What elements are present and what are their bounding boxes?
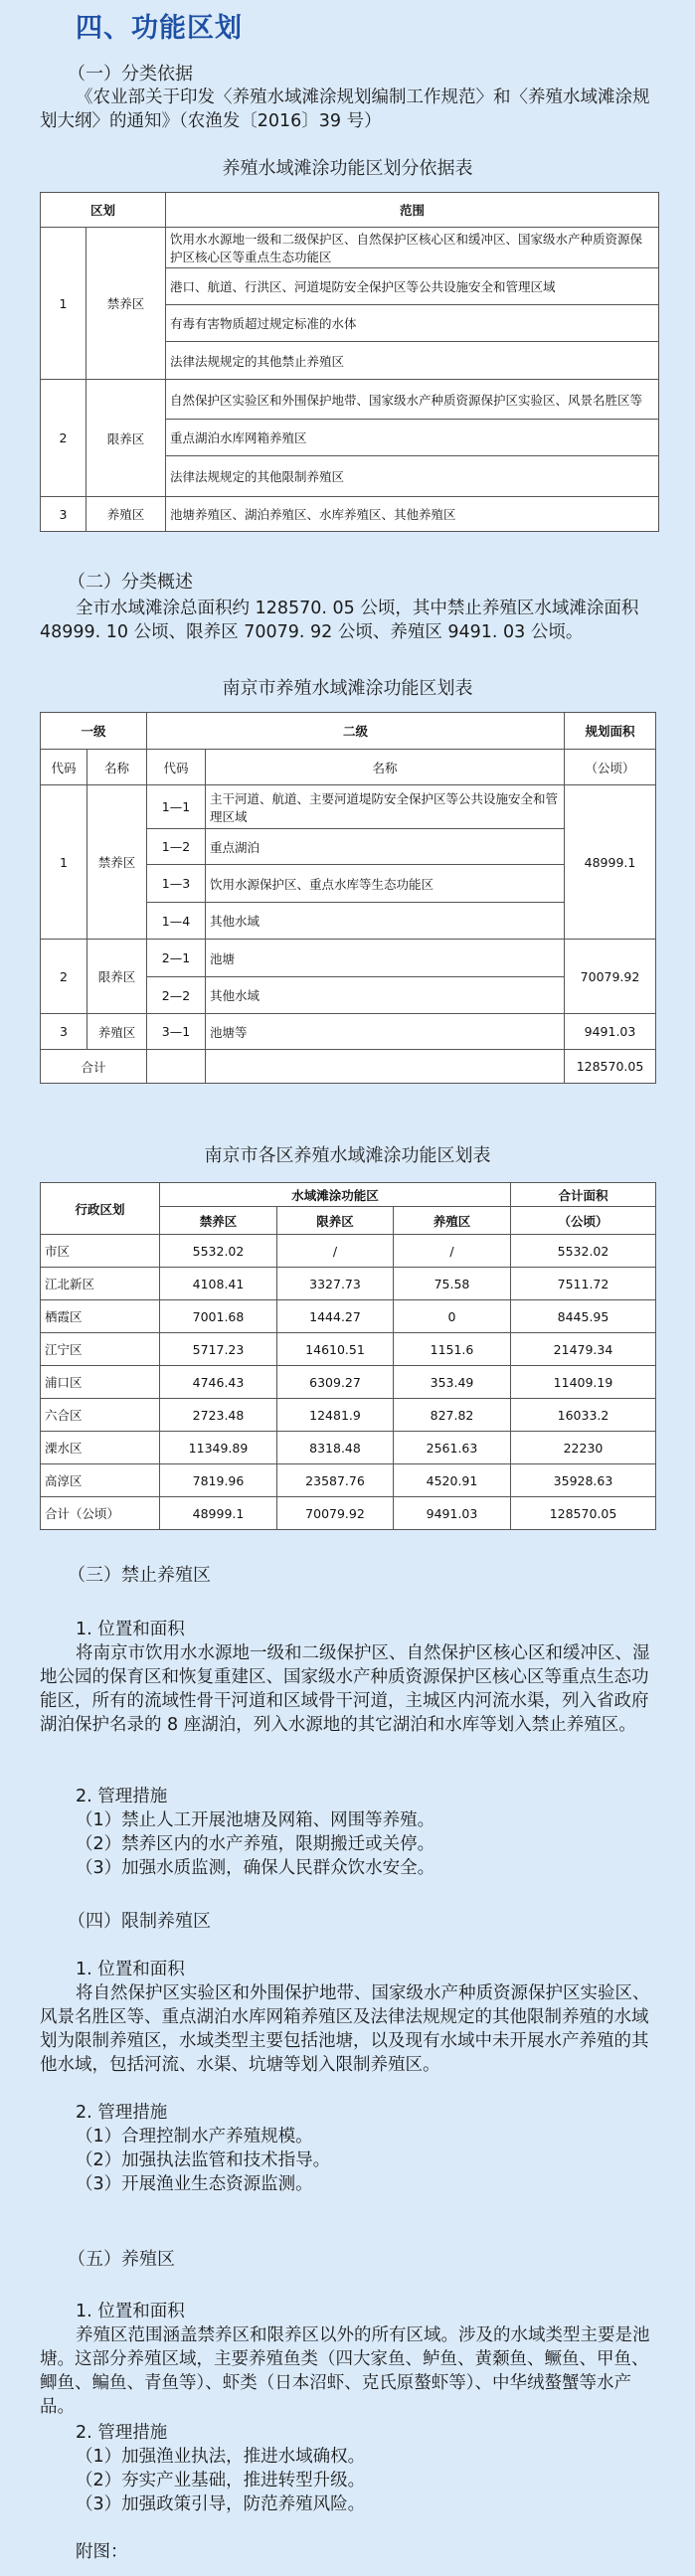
- scope-item: 自然保护区实验区和外围保护地带、国家级水产种质资源保护区实验区、风景名胜区等: [166, 380, 659, 420]
- prohibited-paragraph: 将南京市饮用水水源地一级和二级保护区、自然保护区核心区和缓冲区、湿地公园的保育区和恢复重建区、国家级水产种质资源保护区核心区等重点生态功能区，所有的流域性骨干河道和区域骨干河道，主城区内河流水渠，列入省政府湖泊保护名录的 8 座湖泊，列入水源地的其它湖泊和水库等划入禁止养殖区。: [40, 1643, 650, 1735]
- prohibited-sub2: 2. 管理措施: [76, 1787, 168, 1806]
- district-value: 7001.68: [160, 1300, 277, 1333]
- subsection-heading-basis: （一）分类依据: [68, 64, 193, 85]
- level2-code: 2—1: [147, 940, 206, 977]
- measure-item: （1）禁止人工开展池塘及网箱、网围等养殖。: [76, 1810, 435, 1830]
- district-value: /: [394, 1235, 511, 1268]
- scope-item: 有毒有害物质超过规定标准的水体: [166, 305, 659, 342]
- table-row: [41, 785, 656, 829]
- header-unit: （公顷）: [511, 1207, 656, 1235]
- level1-name: 禁养区: [87, 785, 147, 940]
- zone-no: 2: [41, 380, 87, 497]
- level2-name: 主干河道、航道、主要河道堤防安全保护区等公共设施安全和管理区域: [206, 785, 565, 829]
- table-row: [41, 1333, 656, 1366]
- level2-code: 1—2: [147, 829, 206, 865]
- level1-code: 2: [41, 940, 87, 1014]
- district-value: 3327.73: [277, 1268, 394, 1300]
- level1-name: 限养区: [87, 940, 147, 1014]
- district-value: 128570.05: [511, 1497, 656, 1530]
- district-table: [40, 1182, 656, 1530]
- level2-name: 池塘: [206, 940, 565, 977]
- district-value: 12481.9: [277, 1399, 394, 1432]
- farming-sub2: 2. 管理措施: [76, 2423, 168, 2443]
- area-value: 9491.03: [565, 1014, 656, 1050]
- scope-item: 池塘养殖区、湖泊养殖区、水库养殖区、其他养殖区: [166, 497, 659, 532]
- table-header-row: [41, 713, 656, 750]
- farming-paragraph: 养殖区范围涵盖禁养区和限养区以外的所有区域。涉及的水域类型主要是池塘。这部分养殖区域，主要养殖鱼类（四大家鱼、鲈鱼、黄颡鱼、鳜鱼、甲鱼、鲫鱼、鳊鱼、青鱼等）、虾类（日本沼虾、克氏原螯虾等）、中华绒螯蟹等水产品。: [40, 2325, 650, 2417]
- district-value: 1151.6: [394, 1333, 511, 1366]
- header-func: 水域滩涂功能区: [160, 1183, 511, 1207]
- zone-no: 3: [41, 497, 87, 532]
- measure-item: （1）合理控制水产养殖规模。: [76, 2127, 313, 2147]
- table-header-row: [41, 750, 656, 785]
- total-label: 合计: [41, 1050, 147, 1084]
- level2-name: 池塘等: [206, 1014, 565, 1050]
- table-header-row: [41, 193, 659, 228]
- area-value: 48999.1: [565, 785, 656, 940]
- table-row: [41, 1235, 656, 1268]
- district-value: 11349.89: [160, 1432, 277, 1464]
- district-value: 7819.96: [160, 1464, 277, 1497]
- district-value: 48999.1: [160, 1497, 277, 1530]
- table-row: [41, 940, 656, 977]
- district-value: 4520.91: [394, 1464, 511, 1497]
- table-row: [41, 1366, 656, 1399]
- district-value: 11409.19: [511, 1366, 656, 1399]
- district-name: 栖霞区: [41, 1300, 160, 1333]
- header-level1: 一级: [41, 713, 147, 750]
- subsection-heading-farming: （五）养殖区: [68, 2249, 175, 2270]
- measure-item: （1）加强渔业执法，推进水域确权。: [76, 2447, 366, 2467]
- prohibited-sub1: 1. 位置和面积: [76, 1620, 185, 1639]
- header-area: 规划面积: [565, 713, 656, 750]
- zone-name: 养殖区: [87, 497, 166, 532]
- zoning-table-title: 南京市养殖水域滩涂功能区划表: [222, 678, 473, 699]
- header-name2: 名称: [206, 750, 565, 785]
- basis-table-title: 养殖水域滩涂功能区划分依据表: [222, 158, 473, 179]
- header-col: 禁养区: [160, 1207, 277, 1235]
- scope-item: 重点湖泊水库网箱养殖区: [166, 420, 659, 456]
- subsection-heading-overview: （二）分类概述: [68, 572, 193, 593]
- table-row: [41, 1268, 656, 1300]
- district-value: 5532.02: [511, 1235, 656, 1268]
- header-level2: 二级: [147, 713, 565, 750]
- district-value: 6309.27: [277, 1366, 394, 1399]
- district-name: 高淳区: [41, 1464, 160, 1497]
- district-name: 江北新区: [41, 1268, 160, 1300]
- basis-paragraph: 《农业部关于印发〈养殖水域滩涂规划编制工作规范〉和〈养殖水域滩涂规划大纲〉的通知》（农渔发〔2016〕39 号）: [40, 87, 650, 131]
- table-row: [41, 228, 659, 268]
- level2-code: 2—2: [147, 977, 206, 1014]
- table-header-row: [41, 1183, 656, 1207]
- district-value: 35928.63: [511, 1464, 656, 1497]
- header-district: 行政区划: [41, 1183, 160, 1235]
- overview-paragraph: 全市水域滩涂总面积约 128570. 05 公顷，其中禁止养殖区水域滩涂面积 48999. 10 公顷、限养区 70079. 92 公顷、养殖区 9491. 03 公顷。: [40, 599, 639, 642]
- basis-table: [40, 192, 659, 532]
- table-row: [41, 1014, 656, 1050]
- zoning-table: [40, 712, 656, 1084]
- district-value: 827.82: [394, 1399, 511, 1432]
- table-row: [41, 1399, 656, 1432]
- district-name: 溧水区: [41, 1432, 160, 1464]
- scope-item: 饮用水水源地一级和二级保护区、自然保护区核心区和缓冲区、国家级水产种质资源保护区核心区等重点生态功能区: [166, 228, 659, 268]
- district-value: 4746.43: [160, 1366, 277, 1399]
- district-value: 0: [394, 1300, 511, 1333]
- header-col: 养殖区: [394, 1207, 511, 1235]
- table-row: [41, 380, 659, 420]
- district-value: 5717.23: [160, 1333, 277, 1366]
- total-area: 128570.05: [565, 1050, 656, 1084]
- header-code2: 代码: [147, 750, 206, 785]
- header-code: 代码: [41, 750, 87, 785]
- table-row: [41, 1497, 656, 1530]
- level2-name: 其他水域: [206, 977, 565, 1014]
- district-value: 21479.34: [511, 1333, 656, 1366]
- district-value: 9491.03: [394, 1497, 511, 1530]
- table-row: [41, 1464, 656, 1497]
- table-row: [41, 497, 659, 532]
- level2-code: 1—4: [147, 903, 206, 940]
- scope-item: 法律法规规定的其他禁止养殖区: [166, 342, 659, 380]
- header-col: 限养区: [277, 1207, 394, 1235]
- area-value: 70079.92: [565, 940, 656, 1014]
- district-value: 2561.63: [394, 1432, 511, 1464]
- district-value: 8318.48: [277, 1432, 394, 1464]
- district-name: 六合区: [41, 1399, 160, 1432]
- level1-code: 3: [41, 1014, 87, 1050]
- district-value: 7511.72: [511, 1268, 656, 1300]
- header-scope: 范围: [166, 193, 659, 228]
- scope-item: 法律法规规定的其他限制养殖区: [166, 456, 659, 497]
- measure-item: （3）加强水质监测，确保人民群众饮水安全。: [76, 1858, 435, 1878]
- district-value: 2723.48: [160, 1399, 277, 1432]
- measure-item: （3）加强政策引导，防范养殖风险。: [76, 2494, 366, 2514]
- district-table-title: 南京市各区养殖水域滩涂功能区划表: [204, 1145, 491, 1166]
- header-name: 名称: [87, 750, 147, 785]
- table-row: [41, 1432, 656, 1464]
- district-name: 市区: [41, 1235, 160, 1268]
- header-zone: 区划: [41, 193, 166, 228]
- district-value: 5532.02: [160, 1235, 277, 1268]
- level2-name: 其他水域: [206, 903, 565, 940]
- level2-name: 饮用水源保护区、重点水库等生态功能区: [206, 865, 565, 903]
- level2-code: 1—1: [147, 785, 206, 829]
- level2-name: 重点湖泊: [206, 829, 565, 865]
- subsection-heading-prohibited: （三）禁止养殖区: [68, 1565, 211, 1586]
- district-value: /: [277, 1235, 394, 1268]
- district-value: 4108.41: [160, 1268, 277, 1300]
- appendix-label: 附图：: [76, 2542, 128, 2562]
- district-value: 14610.51: [277, 1333, 394, 1366]
- district-value: 16033.2: [511, 1399, 656, 1432]
- district-value: 23587.76: [277, 1464, 394, 1497]
- measure-item: （2）加强执法监管和技术指导。: [76, 2150, 331, 2170]
- measure-item: （2）夯实产业基础，推进转型升级。: [76, 2471, 366, 2490]
- district-value: 1444.27: [277, 1300, 394, 1333]
- level2-code: 3—1: [147, 1014, 206, 1050]
- level1-code: 1: [41, 785, 87, 940]
- level1-name: 养殖区: [87, 1014, 147, 1050]
- section-title: 四、功能区划: [76, 13, 243, 44]
- district-value: 70079.92: [277, 1497, 394, 1530]
- measure-item: （3）开展渔业生态资源监测。: [76, 2174, 313, 2194]
- district-value: 22230: [511, 1432, 656, 1464]
- zone-name: 限养区: [87, 380, 166, 497]
- table-row: [41, 1300, 656, 1333]
- zone-name: 禁养区: [87, 228, 166, 380]
- header-total: 合计面积: [511, 1183, 656, 1207]
- zone-no: 1: [41, 228, 87, 380]
- restricted-sub2: 2. 管理措施: [76, 2103, 168, 2123]
- district-value: 8445.95: [511, 1300, 656, 1333]
- district-name: 浦口区: [41, 1366, 160, 1399]
- header-unit: （公顷）: [565, 750, 656, 785]
- subsection-heading-restricted: （四）限制养殖区: [68, 1911, 211, 1932]
- restricted-sub1: 1. 位置和面积: [76, 1960, 185, 1979]
- level2-code: 1—3: [147, 865, 206, 903]
- restricted-paragraph: 将自然保护区实验区和外围保护地带、国家级水产种质资源保护区实验区、风景名胜区等、重点湖泊水库网箱养殖区及法律法规规定的其他限制养殖的水域划为限制养殖区，水域类型主要包括池塘，以及现有水域中未开展水产养殖的其他水域，包括河流、水渠、坑塘等划入限制养殖区。: [40, 1983, 650, 2075]
- district-name: 江宁区: [41, 1333, 160, 1366]
- district-value: 353.49: [394, 1366, 511, 1399]
- farming-sub1: 1. 位置和面积: [76, 2302, 185, 2321]
- district-value: 75.58: [394, 1268, 511, 1300]
- scope-item: 港口、航道、行洪区、河道堤防安全保护区等公共设施安全和管理区域: [166, 268, 659, 305]
- measure-item: （2）禁养区内的水产养殖，限期搬迁或关停。: [76, 1834, 435, 1854]
- table-total-row: [41, 1050, 656, 1084]
- district-name: 合计（公顷）: [41, 1497, 160, 1530]
